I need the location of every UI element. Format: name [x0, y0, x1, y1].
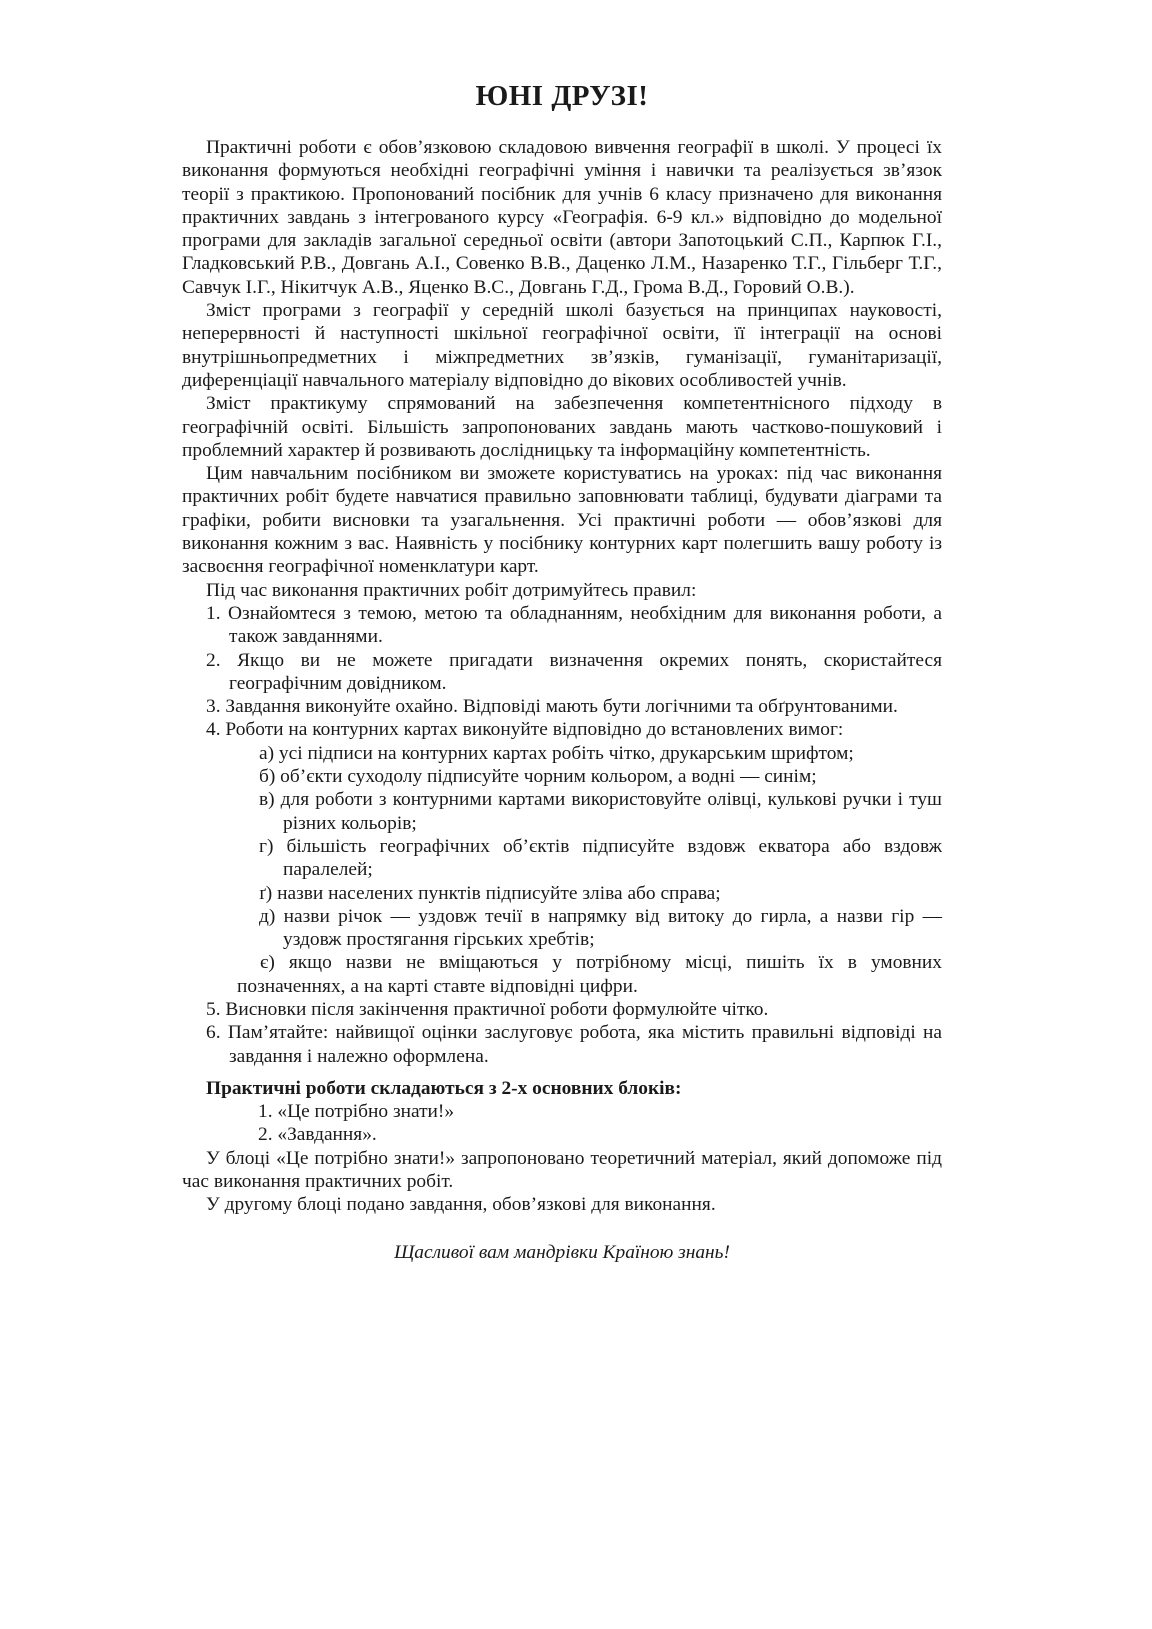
rule-item: 1. Ознайомтеся з темою, метою та обладнанням, необхідним для виконання роботи, а також завданнями. [206, 602, 942, 648]
second-block-paragraph: У другому блоці подано завдання, обов’язкові для виконання. [206, 1194, 716, 1216]
intro-paragraph: Практичні роботи є обов’язковою складовою вивчення географії в школі. У процесі їх виконання формуються необхідні географічні уміння і навички та реалізується зв’язок теорії з практикою. Пропонований посібник для учнів 6 класу призначено для виконання практичних завдань з інтегрованого курсу «Географія. 6-9 кл.» відповідно до модельної програми для закладів загальної середньої освіти (автори Запотоцький С.П., Карпюк Г.І., Гладковський Р.В., Довгань А.І., Совенко В.В., Даценко Л.М., Назаренко Т.Г., Гільберг Т.Г., Савчук І.Г., Нікитчук А.В., Яценко В.С., Довгань Г.Д., Грома В.Д., Горовий О.В.). [182, 137, 942, 298]
rule-item: 3. Завдання виконуйте охайно. Відповіді мають бути логічними та обґрунтованими. [206, 696, 898, 718]
map-subrules-list [182, 742, 942, 998]
rule-item: 5. Висновки після закінчення практичної роботи формулюйте чітко. [206, 998, 769, 1020]
subrule-item: г) більшість географічних об’єктів підписуйте вздовж екватора або вздовж паралелей; [259, 835, 942, 881]
rule-item: 4. Роботи на контурних картах виконуйте відповідно до встановлених вимог: [206, 719, 844, 741]
rules-list-tail [182, 998, 942, 1068]
blocks-heading: Практичні роботи складаються з 2-х основних блоків: [206, 1077, 682, 1099]
practicum-paragraph: Зміст практикуму спрямований на забезпечення компетентнісного підходу в географічній освіті. Більшість запропонованих завдань мають частково-пошуковий і проблемний характер й розвивають дослідницьку та інформаційну компетентність. [182, 393, 942, 461]
subrule-item: є) якщо назви не вміщаються у потрібному місці, пишіть їх в умовних позначеннях, а на карті ставте відповідні цифри. [237, 952, 942, 997]
rules-list [182, 602, 942, 742]
block-item: 1. «Це потрібно знати!» [258, 1101, 455, 1123]
block-item: 2. «Завдання». [258, 1124, 377, 1146]
farewell-line: Щасливої вам мандрівки Країною знань! [394, 1241, 730, 1263]
subrule-item: в) для роботи з контурними картами використовуйте олівці, кулькові ручки і туш різних кольорів; [259, 789, 942, 834]
subrule-item: д) назви річок — уздовж течії в напрямку від витоку до гирла, а назви гір — уздовж простягання гірських хребтів; [259, 905, 942, 951]
subrule-item: а) усі підписи на контурних картах робіть чітко, друкарським шрифтом; [259, 742, 854, 764]
rules-intro: Під час виконання практичних робіт дотримуйтесь правил: [206, 579, 697, 601]
manual-paragraph: Цим навчальним посібником ви зможете користуватись на уроках: під час виконання практичних робіт будете навчатися правильно заповнювати таблиці, будувати діаграми та графіки, робити висновки та узагальнення. Усі практичні роботи — обов’язкові для виконання кожним з вас. Наявність у посібнику контурних карт полегшить вашу роботу із засвоєння географічної номенклатури карт. [182, 463, 942, 578]
subrule-item: ґ) назви населених пунктів підписуйте зліва або справа; [259, 882, 721, 904]
page-title: ЮНІ ДРУЗІ! [475, 80, 649, 112]
rule-item: 6. Пам’ятайте: найвищої оцінки заслуговує робота, яка містить правильні відповіді на завдання і належно оформлена. [206, 1022, 942, 1067]
page [182, 78, 942, 1283]
subrule-item: б) об’єкти суходолу підписуйте чорним кольором, а водні — синім; [259, 766, 817, 788]
program-paragraph: Зміст програми з географії у середній школі базується на принципах науковості, неперервності й наступності шкільної географічної освіти, її інтеграції на основі внутрішньопредметних і міжпредметних зв’язків, гуманізації, гуманітаризації, диференціації навчального матеріалу відповідно до вікових особливостей учнів. [182, 300, 942, 391]
block-explanation-paragraph: У блоці «Це потрібно знати!» запропоновано теоретичний матеріал, який допоможе під час виконання практичних робіт. [182, 1147, 942, 1193]
rule-item: 2. Якщо ви не можете пригадати визначення окремих понять, скористайтеся географічним довідником. [206, 649, 942, 694]
